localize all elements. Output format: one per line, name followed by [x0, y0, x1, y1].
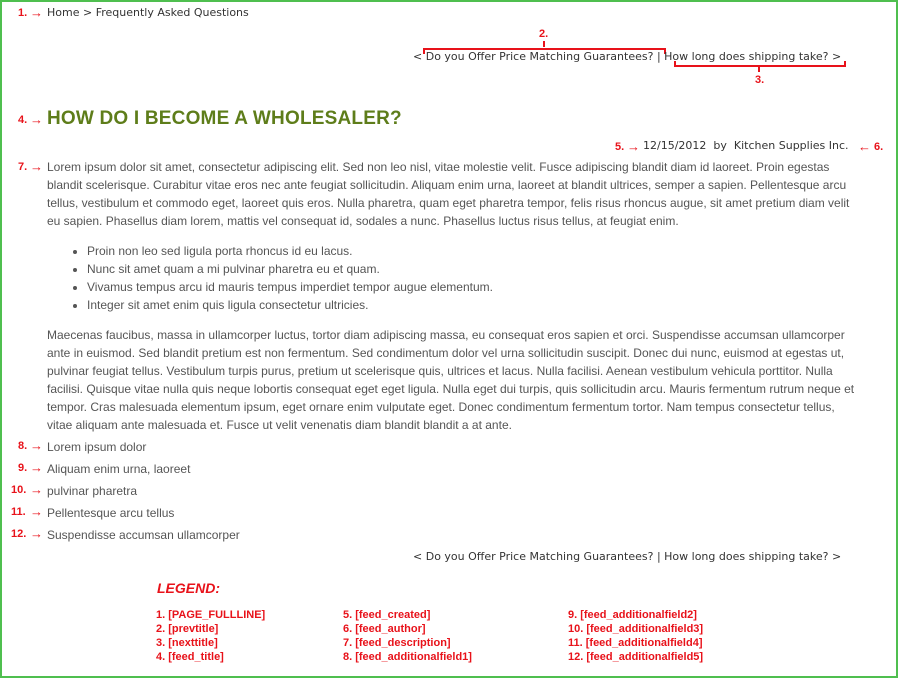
- marker-12: 12.: [11, 528, 27, 540]
- legend-item: 6. [feed_author]: [343, 623, 426, 635]
- feed-description: [47, 158, 859, 434]
- feed-additionalfield5: Suspendisse accumsan ullamcorper: [47, 528, 240, 542]
- marker-bracket-3-stem: [758, 66, 760, 72]
- bullet-item: • Integer sit amet enim quis ligula consectetur ultricies.: [87, 296, 859, 314]
- legend-column-2: [343, 608, 472, 664]
- description-bullet-list: [47, 242, 859, 314]
- marker-3: 3.: [755, 74, 765, 86]
- marker-arrow-11: →: [30, 504, 43, 519]
- nav-prev-arrow: <: [413, 50, 423, 63]
- marker-arrow-5: →: [627, 139, 640, 154]
- feed-author: Kitchen Supplies Inc.: [733, 139, 849, 152]
- nav-pipe: |: [656, 50, 661, 63]
- legend-item: 10. [feed_additionalfield3]: [568, 623, 704, 635]
- feed-additionalfield4: Pellentesque arcu tellus: [47, 506, 175, 520]
- nav-bottom: [413, 550, 841, 563]
- marker-1: 1.: [18, 7, 28, 19]
- legend-item: 2. [prevtitle]: [156, 623, 219, 635]
- feed-additionalfield2: Aliquam enim urna, laoreet: [47, 462, 191, 476]
- marker-arrow-9: →: [30, 460, 43, 475]
- legend-item: 11. [feed_additionalfield4]: [568, 637, 703, 649]
- legend-column-3: [568, 608, 703, 664]
- marker-6: 6.: [874, 141, 884, 153]
- marker-arrow-12: →: [30, 526, 43, 541]
- marker-arrow-6: ←: [858, 139, 871, 154]
- legend-item: 8. [feed_additionalfield1]: [343, 651, 472, 663]
- nav-next-link[interactable]: How long does shipping take?: [664, 550, 829, 563]
- marker-arrow-1: →: [30, 5, 43, 20]
- legend-item: 12. [feed_additionalfield5]: [568, 651, 704, 663]
- nav-prev-arrow: <: [413, 550, 423, 563]
- breadcrumb-separator: >: [82, 6, 93, 19]
- nav-next-arrow: >: [831, 550, 842, 563]
- description-paragraph-2: Maecenas faucibus, massa in ullamcorper luctus, tortor diam adipiscing massa, eu consequat eros sapien et orci. Suspendisse accumsan ullamcorper ante in euismod. Sed blandit pretium est non fermentum. Sed condimentum dolor vel urna sollicitudin suscipit. Donec dui nunc, euismod at egestas ut, pulvinar feugiat tellus. Vestibulum turpis purus, pretium ut scelerisque quis, ultrices et lacus. Nulla facilisi. Aenean vestibulum vehicula porttitor. Nulla facilisi. Quisque vitae nulla quis neque lobortis consequat eget eget ligula. Nulla eget dui turpis, quis sollicitudin arcu. Mauris fermentum rutrum neque et tempor. Cras malesuada elementum ipsum, eget ornare enim vulputate eget. Donec condimentum fermentum tortor. Nam tempus consectetur tellus, vitae aliquam ante malesuada et. Fusce ut velit venenatis diam blandit blandit a at ante.: [47, 328, 855, 432]
- feed-title: HOW DO I BECOME A WHOLESALER?: [47, 108, 402, 129]
- legend-column-1: [156, 608, 265, 664]
- bullet-item: • Nunc sit amet quam a mi pulvinar pharetra eu et quam.: [87, 260, 859, 278]
- marker-5: 5.: [615, 141, 625, 153]
- feed-by-label: by: [713, 139, 727, 152]
- marker-10: 10.: [11, 484, 27, 496]
- marker-8: 8.: [18, 440, 28, 452]
- legend-title: LEGEND:: [157, 580, 220, 596]
- feed-created: 12/15/2012: [643, 139, 707, 152]
- legend-item: 3. [nexttitle]: [156, 637, 218, 649]
- marker-arrow-7: →: [30, 159, 43, 174]
- marker-arrow-10: →: [30, 482, 43, 497]
- breadcrumb: [47, 6, 249, 19]
- nav-prev-link[interactable]: Do you Offer Price Matching Guarantees?: [425, 550, 654, 563]
- marker-bracket-2-stem: [543, 41, 545, 47]
- nav-pipe: |: [656, 550, 661, 563]
- bullet-item: • Proin non leo sed ligula porta rhoncus id eu lacus.: [87, 242, 859, 260]
- bullet-item: • Vivamus tempus arcu id mauris tempus imperdiet tempor augue elementum.: [87, 278, 859, 296]
- breadcrumb-current: Frequently Asked Questions: [95, 6, 249, 19]
- legend-item: 5. [feed_created]: [343, 609, 431, 621]
- marker-11: 11.: [11, 506, 26, 518]
- legend-item: 4. [feed_title]: [156, 651, 224, 663]
- nav-next-arrow: >: [831, 50, 842, 63]
- marker-bracket-3: [674, 61, 846, 67]
- marker-7: 7.: [18, 161, 28, 173]
- legend-item: 7. [feed_description]: [343, 637, 451, 649]
- marker-arrow-4: →: [30, 112, 43, 127]
- legend-item: 1. [PAGE_FULLLINE]: [156, 609, 266, 621]
- marker-4: 4.: [18, 114, 28, 126]
- legend-item: 9. [feed_additionalfield2]: [568, 609, 697, 621]
- marker-arrow-8: →: [30, 438, 43, 453]
- feed-meta: [643, 139, 849, 152]
- nav-next-link[interactable]: How long does shipping take?: [664, 50, 829, 63]
- description-paragraph-1: Lorem ipsum dolor sit amet, consectetur adipiscing elit. Sed non leo nisl, vitae molestie velit. Fusce adipiscing blandit diam id laoreet. Proin egestas blandit scelerisque. Curabitur vitae eros nec ante feugiat sollicitudin. Aliquam enim urna, laoreet at blandit ultrices, semper a sapien. Pellentesque arcu tellus, vestibulum et commodo eget, laoreet quis eros. Nulla pharetra, quam eget pharetra tempor, felis risus rhoncus augue, sit amet pretium diam velit eu sapien. Phasellus diam lorem, mattis vel consequat id, sodales a nunc. Phasellus luctus risus tellus, at feugiat enim.: [47, 160, 850, 228]
- nav-prev-link[interactable]: Do you Offer Price Matching Guarantees?: [425, 50, 654, 63]
- marker-2: 2.: [539, 28, 549, 40]
- feed-additionalfield1: Lorem ipsum dolor: [47, 440, 147, 454]
- marker-9: 9.: [18, 462, 28, 474]
- feed-additionalfield3: pulvinar pharetra: [47, 484, 138, 498]
- breadcrumb-home-link[interactable]: Home: [47, 6, 80, 19]
